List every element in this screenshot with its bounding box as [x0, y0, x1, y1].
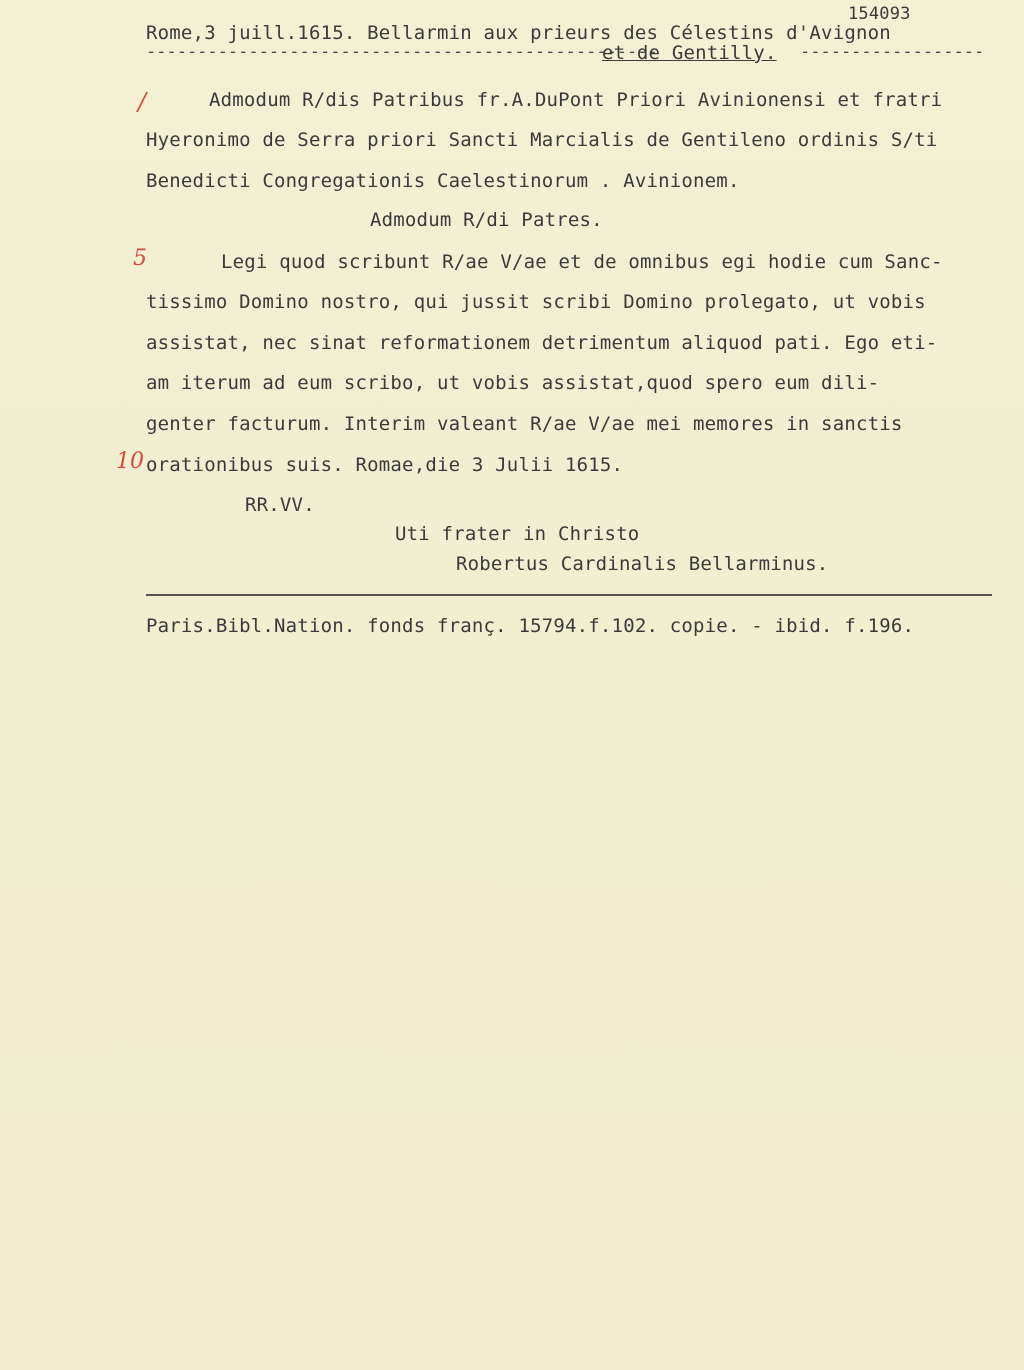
address-line: Hyeronimo de Serra priori Sancti Marcialis de Gentileno ordinis S/ti	[146, 129, 938, 151]
body-line: genter facturum. Interim valeant R/ae V/ae mei memores in sanctis	[146, 413, 903, 435]
margin-mark-1: /	[138, 88, 147, 116]
salutation: Admodum R/di Patres.	[370, 209, 603, 231]
header-dashes-left: --------------------------------------------------	[146, 42, 658, 62]
folio-number: 154093	[848, 4, 911, 24]
body-line: assistat, nec sinat reformationem detrimentum aliquod pati. Ego eti-	[146, 332, 938, 354]
header-subtitle: et de Gentilly.	[602, 42, 777, 64]
signature: Robertus Cardinalis Bellarminus.	[456, 553, 829, 575]
separator-rule	[146, 594, 992, 596]
body-line: Legi quod scribunt R/ae V/ae et de omnibus egi hodie cum Sanc-	[221, 251, 943, 273]
closing-phrase: Uti frater in Christo	[395, 523, 640, 545]
address-line: Admodum R/dis Patribus fr.A.DuPont Priori Avinionensi et fratri	[209, 89, 943, 111]
header-title: Rome,3 juill.1615. Bellarmin aux prieurs des Célestins d'Avignon	[146, 22, 891, 44]
header-dashes-right: ------------------	[800, 42, 985, 62]
body-line: orationibus suis. Romae,die 3 Julii 1615.	[146, 454, 624, 476]
address-line: Benedicti Congregationis Caelestinorum . Avinionem.	[146, 170, 740, 192]
margin-mark-10: 10	[116, 449, 144, 474]
body-line: tissimo Domino nostro, qui jussit scribi Domino prolegato, ut vobis	[146, 291, 926, 313]
body-line: am iterum ad eum scribo, ut vobis assistat,quod spero eum dili-	[146, 372, 880, 394]
source-citation: Paris.Bibl.Nation. fonds franç. 15794.f.102. copie. - ibid. f.196.	[146, 615, 915, 637]
closing-abbrev: RR.VV.	[245, 494, 315, 516]
margin-mark-5: 5	[133, 246, 147, 271]
